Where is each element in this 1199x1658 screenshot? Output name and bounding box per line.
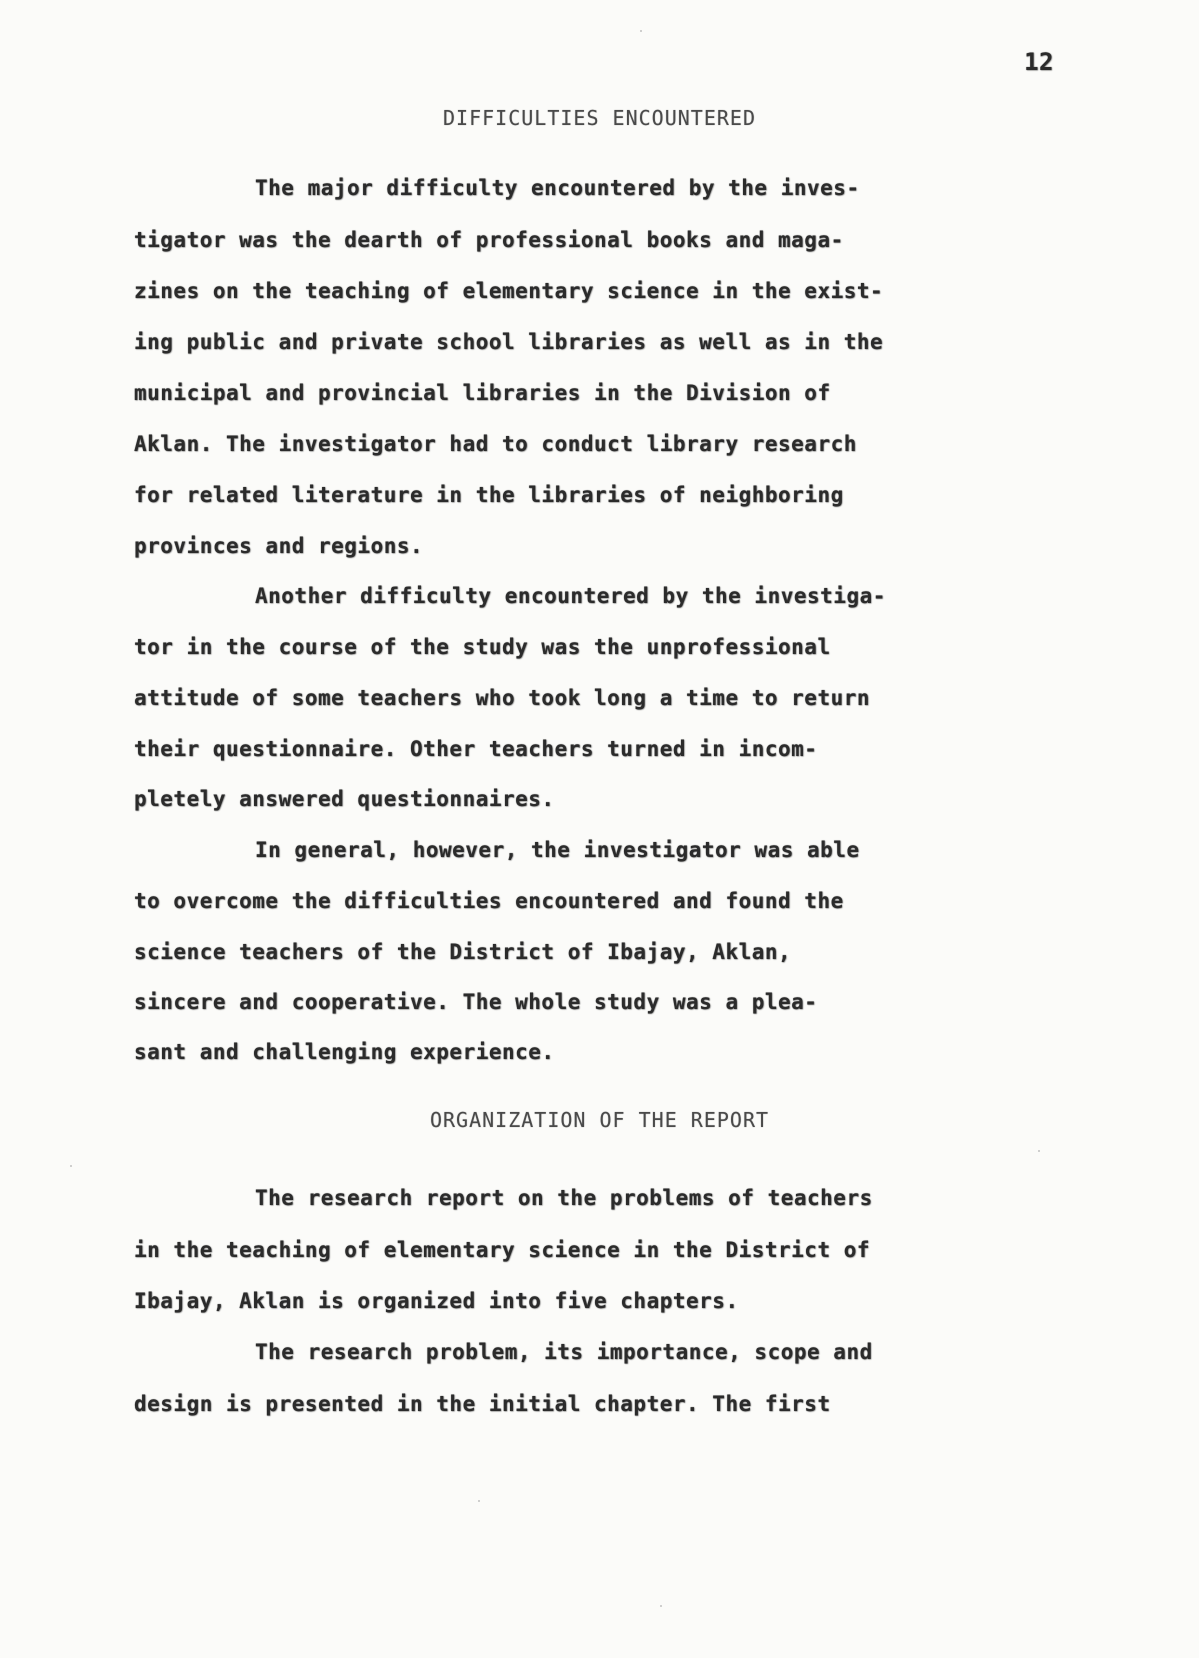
body-line: design is presented in the initial chapter. The first — [134, 1392, 831, 1416]
body-line: Aklan. The investigator had to conduct library research — [134, 432, 857, 456]
section-heading-difficulties: DIFFICULTIES ENCOUNTERED — [443, 106, 756, 130]
body-line: pletely answered questionnaires. — [134, 787, 555, 811]
body-line: their questionnaire. Other teachers turned in incom- — [134, 737, 818, 761]
body-line: tor in the course of the study was the unprofessional — [134, 635, 831, 659]
scan-speck — [660, 1605, 662, 1607]
scan-speck — [1038, 1150, 1040, 1152]
body-line: In general, however, the investigator was able — [255, 838, 860, 862]
body-line: tigator was the dearth of professional books and maga- — [134, 228, 844, 252]
body-line: in the teaching of elementary science in the District of — [134, 1238, 871, 1262]
body-line: Another difficulty encountered by the investiga- — [255, 584, 886, 608]
body-line: The major difficulty encountered by the inves- — [255, 176, 860, 200]
body-line: science teachers of the District of Ibajay, Aklan, — [134, 940, 792, 964]
body-line: attitude of some teachers who took long a time to return — [134, 686, 871, 710]
scan-speck — [478, 1500, 480, 1502]
body-line: zines on the teaching of elementary science in the exist- — [134, 279, 884, 303]
scan-speck — [640, 30, 642, 32]
section-heading-organization: ORGANIZATION OF THE REPORT — [429, 1108, 770, 1132]
body-line: Ibajay, Aklan is organized into five chapters. — [134, 1289, 739, 1313]
scan-speck — [70, 1165, 72, 1167]
body-line: The research problem, its importance, scope and — [255, 1340, 873, 1364]
body-line: provinces and regions. — [134, 534, 424, 558]
body-line: ing public and private school libraries as well as in the — [134, 330, 884, 354]
body-line: for related literature in the libraries of neighboring — [134, 483, 844, 507]
body-line: to overcome the difficulties encountered and found the — [134, 889, 844, 913]
body-line: municipal and provincial libraries in the Division of — [134, 381, 831, 405]
page-number: 12 — [1024, 48, 1054, 76]
body-line: sincere and cooperative. The whole study was a plea- — [134, 990, 818, 1014]
body-line: sant and challenging experience. — [134, 1040, 555, 1064]
body-line: The research report on the problems of teachers — [255, 1186, 873, 1210]
